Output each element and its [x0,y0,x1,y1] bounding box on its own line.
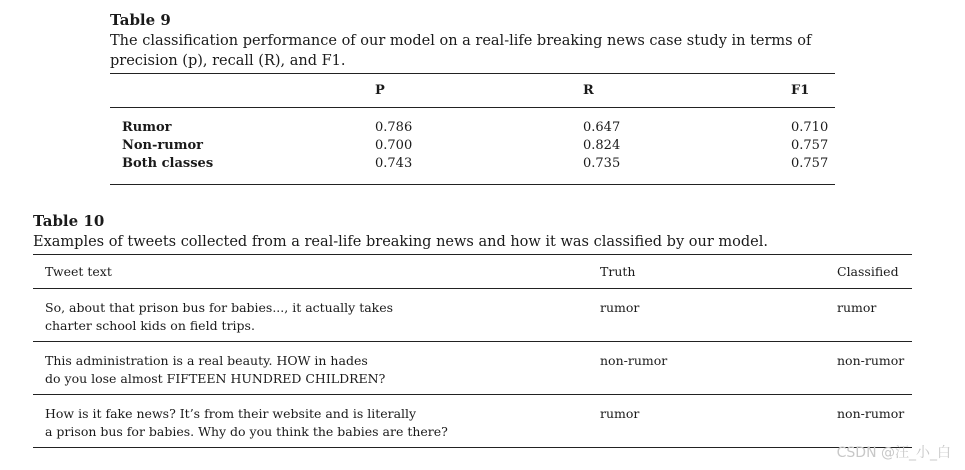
precision-cell: 0.786 [375,119,413,135]
tweet-text: So, about that prison bus for babies..., it actually takes charter school kids on field trips. [33,289,588,342]
table10-title: Table 10 [33,212,105,230]
table9-caption: The classification performance of our model on a real-life breaking news case study in terms of precision (p), recall (R), and F1. [110,33,812,69]
truth-cell: rumor [588,289,825,342]
table-row [110,136,835,154]
table9 [110,73,835,185]
table10-caption: Examples of tweets collected from a real-life breaking news and how it was classified by our model. [33,234,768,250]
f1-cell: 0.757 [791,155,829,171]
table-row [33,289,912,342]
f1-cell: 0.757 [791,137,829,153]
classified-cell: non-rumor [825,395,912,448]
table9-header-f1: F1 [791,83,810,98]
table-row [33,395,912,448]
table10 [33,254,912,448]
truth-cell: non-rumor [588,342,825,395]
recall-cell: 0.647 [583,119,621,135]
classified-cell: rumor [825,289,912,342]
table-row [110,108,835,137]
recall-cell: 0.735 [583,155,621,171]
table10-header-classified: Classified [825,255,912,289]
precision-cell: 0.743 [375,155,413,171]
tweet-text: This administration is a real beauty. HOW in hades do you lose almost FIFTEEN HUNDRED CHILDREN? [33,342,588,395]
table9-title: Table 9 [110,11,171,29]
row-label: Non-rumor [122,137,203,153]
table9-header-p: P [375,83,385,98]
f1-cell: 0.710 [791,119,829,135]
watermark: CSDN @汪_小_白 [836,445,951,461]
recall-cell: 0.824 [583,137,621,153]
row-label: Both classes [122,155,214,171]
row-label: Rumor [122,119,172,135]
table9-header-r: R [583,83,594,98]
table10-header-tweet: Tweet text [33,255,588,289]
truth-cell: rumor [588,395,825,448]
table-row [33,342,912,395]
classified-cell: non-rumor [825,342,912,395]
table10-header-truth: Truth [588,255,825,289]
precision-cell: 0.700 [375,137,413,153]
table-row [110,154,835,185]
tweet-text: How is it fake news? It’s from their website and is literally a prison bus for babies. Why do you think the babies are there? [33,395,588,448]
table9-header-blank [110,74,375,108]
